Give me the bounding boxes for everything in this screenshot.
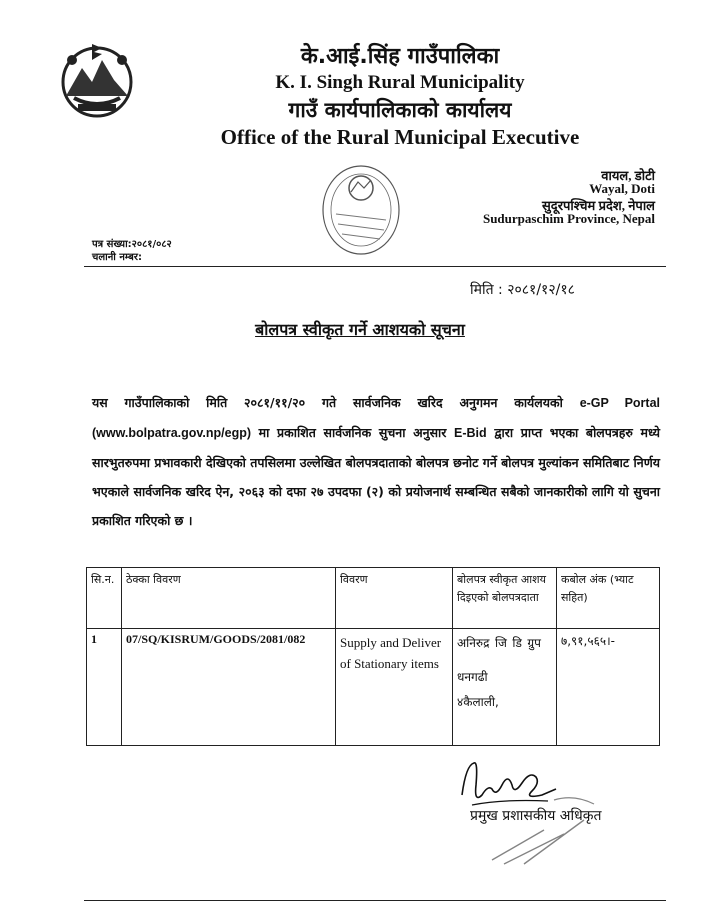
egp-portal-text: e-GP Portal [579,396,660,410]
nepal-emblem-logo [52,38,142,120]
office-name-en: Office of the Rural Municipal Executive [220,125,580,149]
letter-number: पत्र संख्या:२०८१/०८२ [92,239,172,250]
dispatch-number: चलानी नम्बर: [92,252,142,263]
bidder-address-1: धनगढी [457,670,488,684]
body-part-2: मा प्रकाशित सार्वजनिक सुचना अनुसार [251,425,455,440]
bolpatra-url: (www.bolpatra.gov.np/egp) [92,426,252,440]
address-line-1: वायल, डोटी [601,168,655,183]
header-sn: सि.न. [87,568,122,629]
bidder-name: अनिरुद्र जि डि ग्रुप [457,636,541,650]
tender-table [86,567,660,746]
row-amount: ७,९१,५६५।- [557,629,660,746]
row-sn: 1 [87,629,122,746]
signatory-stamp [484,790,614,866]
footer-divider [84,900,666,901]
row-bidder [453,629,557,746]
table-row [87,629,660,746]
header-bidder: बोलपत्र स्वीकृत आशय दिइएको बोलपत्रदाता [453,568,557,629]
municipality-name-en: K. I. Singh Rural Municipality [275,72,525,93]
row-contract-code: 07/SQ/KISRUM/GOODS/2081/082 [122,629,336,746]
row-description: Supply and Deliver of Stationary items [336,629,453,746]
municipality-name-ne: के.आई.सिंह गाउँपालिका [300,44,500,69]
notice-body [92,388,660,535]
notice-date: मिति : २०८१/१२/१८ [470,282,575,298]
header-divider [84,266,666,267]
header-contract: ठेक्का विवरण [122,568,336,629]
body-part-3: द्वारा प्राप्त भएका बोलपत्रहरु मध्ये सारभुतरुपमा प्रभावकारी देखिएको तपसिलमा उल्लेखित बोलपत्रदाताको बोलपत्र छनोट गर्ने बोलपत्र मुल्यांकन समितिबाट निर्णय भएकाले सार्वजनिक खरिद ऐन, २०६३ को दफा २७ उपदफा (२) को प्रयोजनार्थ सम्बन्धित सबैको जानकारीको लागि यो सुचना प्रकाशित गरिएको छ । [92,425,660,528]
bidder-address-2: ४कैलाली, [457,695,499,709]
signatory-title: प्रमुख प्रशासकीय अधिकृत [470,808,602,824]
address-line-3: सुदूरपश्चिम प्रदेश, नेपाल [542,198,655,213]
office-seal-stamp [318,158,404,258]
address-line-2: Wayal, Doti [589,181,655,196]
notice-subject: बोलपत्र स्वीकृत गर्ने आशयको सूचना [255,320,465,339]
body-part-1: यस गाउँपालिकाको मिति २०८१/११/२० गते सार्वजनिक खरिद अनुगमन कार्यलयको [92,395,580,410]
ebid-text: E-Bid [454,426,487,440]
office-name-ne: गाउँ कार्यपालिकाको कार्यालय [288,98,512,122]
address-line-4: Sudurpaschim Province, Nepal [482,211,655,226]
table-header-row [87,568,660,629]
header-description: विवरण [336,568,453,629]
header-amount: कबोल अंक (भ्याट सहित) [557,568,660,629]
